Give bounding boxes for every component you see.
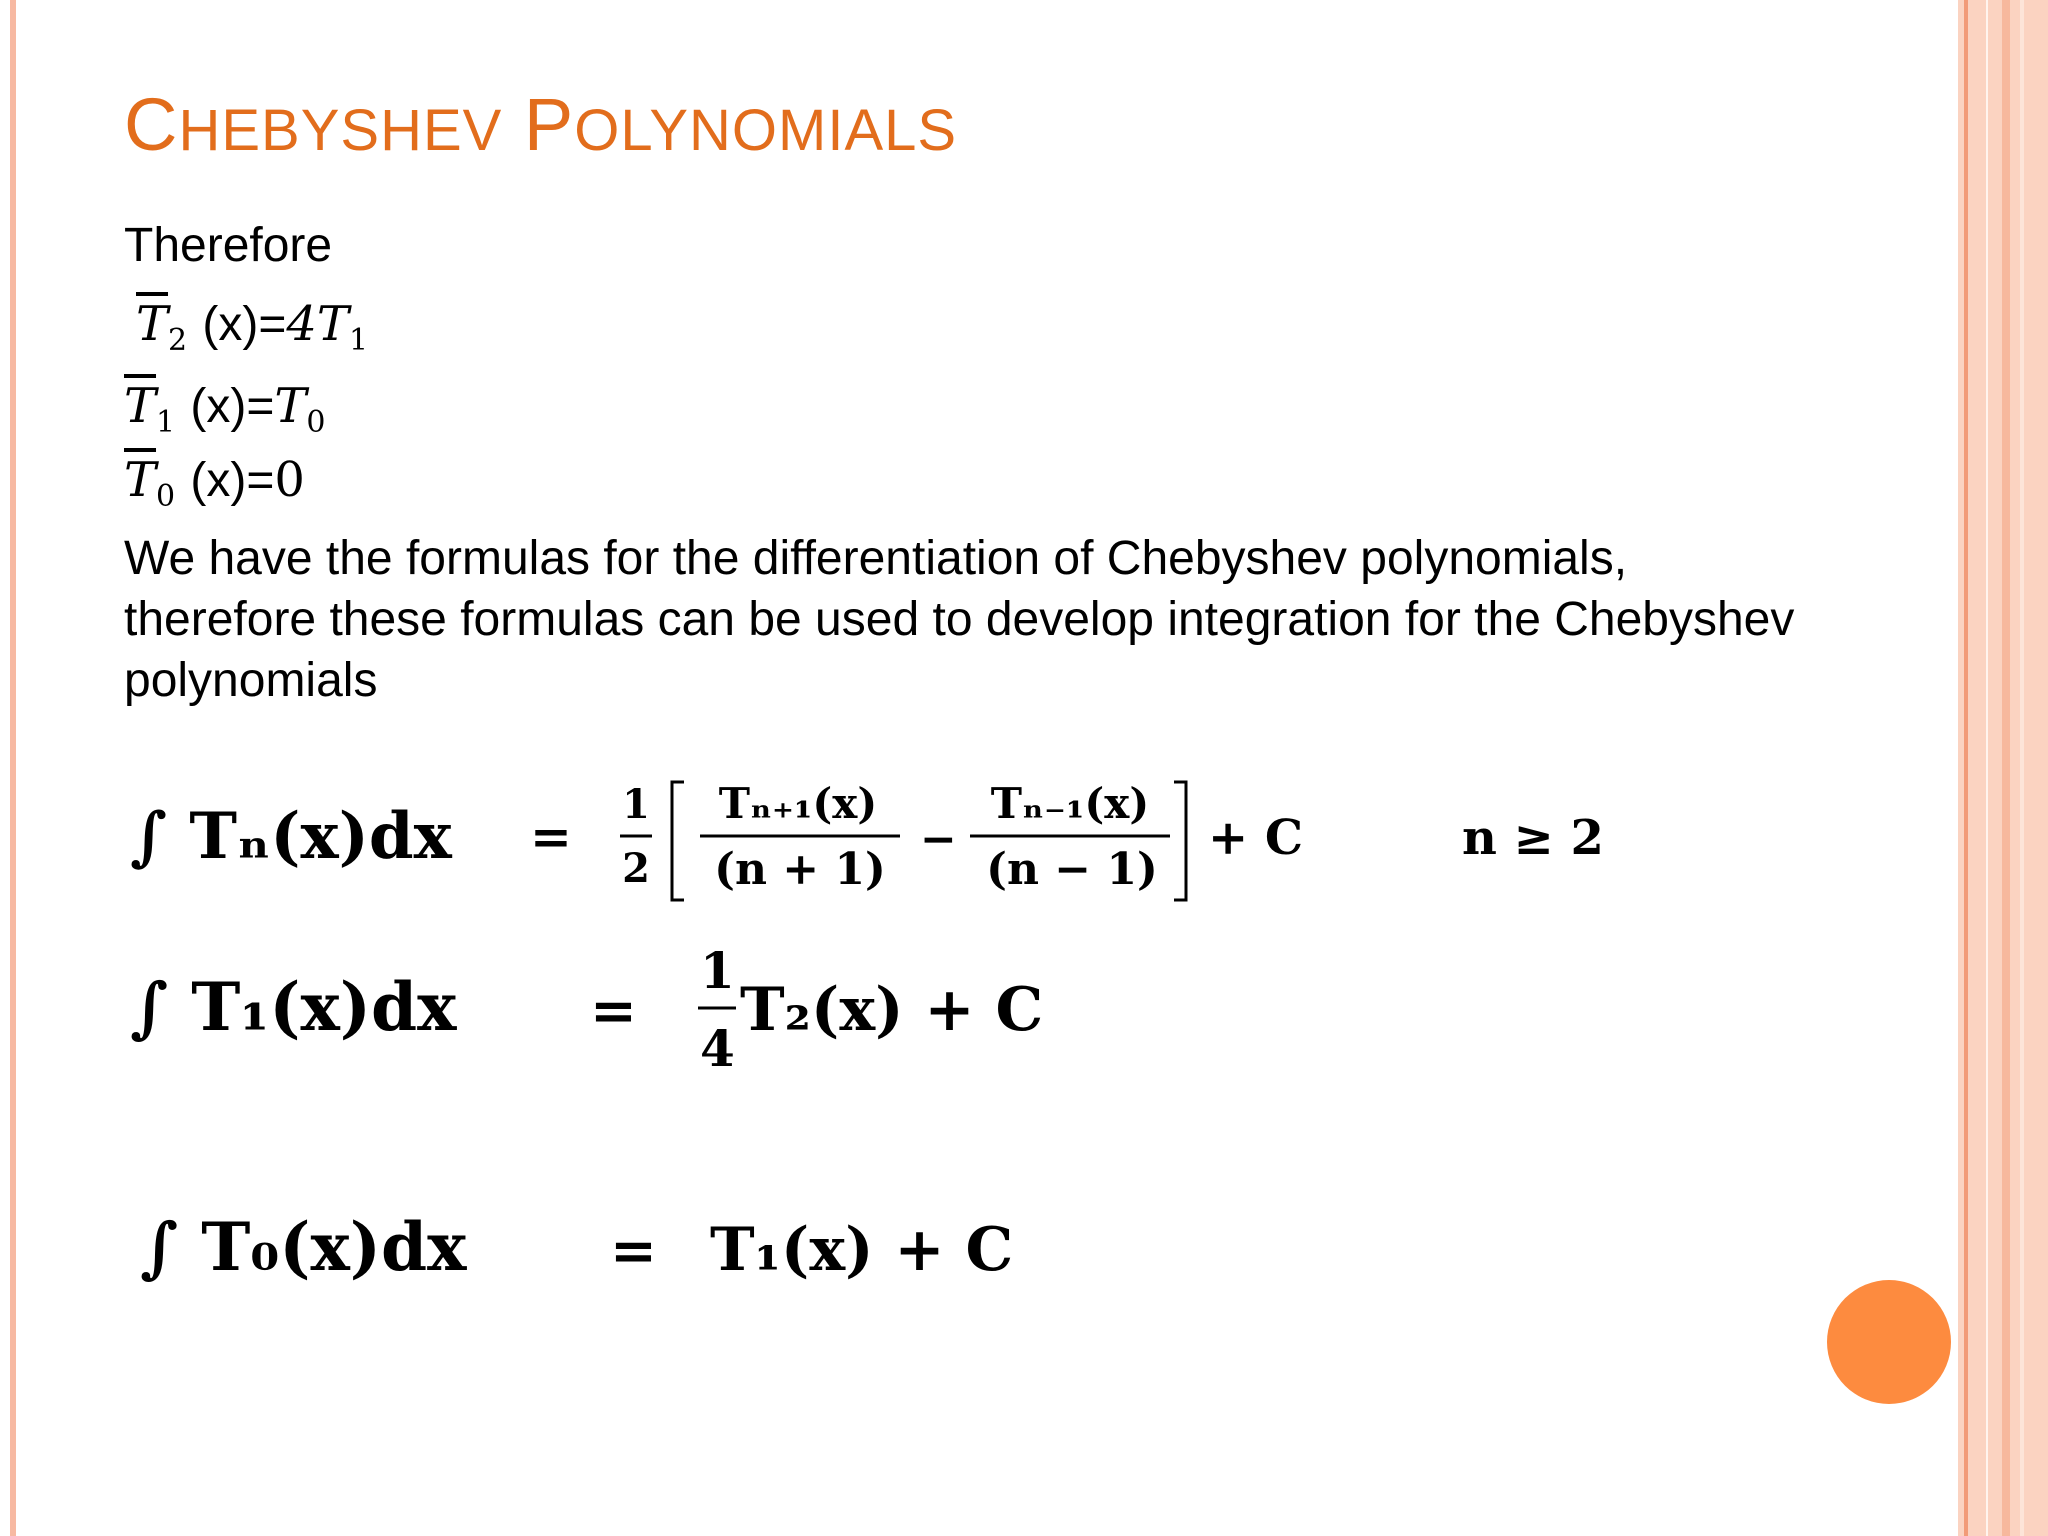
relation-line bbox=[124, 378, 325, 440]
formula-integral-t0 bbox=[110, 1170, 1810, 1350]
formula-equals: = bbox=[530, 807, 572, 866]
relation-arg: (x)= bbox=[202, 298, 287, 351]
paragraph-line: We have the formulas for the differentiation of Chebyshev polynomials, bbox=[124, 532, 1628, 585]
relation-rhs: T bbox=[274, 378, 307, 434]
title-rest: OLYNOMIALS bbox=[574, 98, 958, 163]
paragraph-line: polynomials bbox=[124, 654, 378, 707]
therefore-text: Therefore bbox=[124, 219, 333, 272]
relation-lhs-sub: 0 bbox=[156, 479, 176, 514]
relation-arg: (x)= bbox=[190, 380, 275, 433]
border-stripe bbox=[2002, 0, 2010, 1536]
formula-svg bbox=[110, 1170, 1810, 1350]
border-stripe bbox=[1986, 0, 1988, 1536]
formula-svg bbox=[110, 930, 1810, 1110]
formula-lhs: ∫ Tₙ(x)dx bbox=[130, 799, 452, 874]
fraction2-denominator: (n − 1) bbox=[986, 844, 1158, 895]
relation-rhs-sub: 0 bbox=[306, 405, 326, 440]
left-bracket bbox=[672, 782, 684, 900]
decorative-circle bbox=[1827, 1280, 1951, 1404]
formula-lhs: ∫ T₀(x)dx bbox=[140, 1208, 467, 1286]
formula-rhs: T₁(x) + C bbox=[710, 1215, 1014, 1285]
relation-line bbox=[136, 296, 368, 358]
paragraph-line: therefore these formulas can be used to develop integration for the Chebyshev bbox=[124, 593, 1795, 646]
relation-rhs: 4T bbox=[286, 296, 349, 352]
formula-lhs: ∫ T₁(x)dx bbox=[130, 968, 457, 1046]
formula-integral-t1 bbox=[110, 930, 1810, 1110]
slide-left-border bbox=[10, 0, 16, 1536]
coef-denominator: 2 bbox=[622, 845, 650, 892]
relation-arg: (x)= bbox=[190, 454, 275, 507]
fraction2-numerator: Tₙ₋₁(x) bbox=[990, 779, 1150, 828]
formula-constant: + C bbox=[1208, 810, 1304, 866]
fraction1-denominator: (n + 1) bbox=[714, 844, 886, 895]
relation-lhs: $\overline{T}$ bbox=[124, 378, 157, 434]
coef-numerator: 1 bbox=[622, 781, 650, 828]
border-stripe bbox=[2020, 0, 2024, 1536]
slide-right-border bbox=[1958, 0, 2048, 1536]
formula-rhs: T₂(x) + C bbox=[740, 975, 1044, 1045]
fraction1-numerator: Tₙ₊₁(x) bbox=[718, 779, 878, 828]
formula-equals: = bbox=[610, 1218, 657, 1284]
formula-equals: = bbox=[590, 978, 637, 1044]
relation-line bbox=[124, 452, 305, 514]
relation-lhs-sub: 2 bbox=[168, 323, 188, 358]
slide-title bbox=[124, 82, 957, 167]
formula-minus: − bbox=[920, 814, 957, 865]
body-paragraph bbox=[124, 528, 1924, 711]
relation-lhs: $\overline{T}$ bbox=[136, 296, 169, 352]
right-bracket bbox=[1174, 782, 1186, 900]
title-cap: P bbox=[523, 83, 575, 166]
title-cap: C bbox=[124, 83, 179, 166]
coef-denominator: 4 bbox=[700, 1019, 735, 1078]
formula-condition: n ≥ 2 bbox=[1462, 810, 1604, 866]
formula-svg bbox=[110, 760, 1810, 940]
relation-lhs-sub: 1 bbox=[156, 405, 176, 440]
relation-rhs: 0 bbox=[274, 452, 305, 508]
border-stripe bbox=[1964, 0, 1968, 1536]
relation-rhs-sub: 1 bbox=[348, 323, 369, 358]
title-rest: HEBYSHEV bbox=[178, 98, 503, 163]
formula-integral-tn bbox=[110, 760, 1810, 940]
relation-lhs: $\overline{T}$ bbox=[124, 452, 157, 508]
coef-numerator: 1 bbox=[700, 941, 735, 1000]
